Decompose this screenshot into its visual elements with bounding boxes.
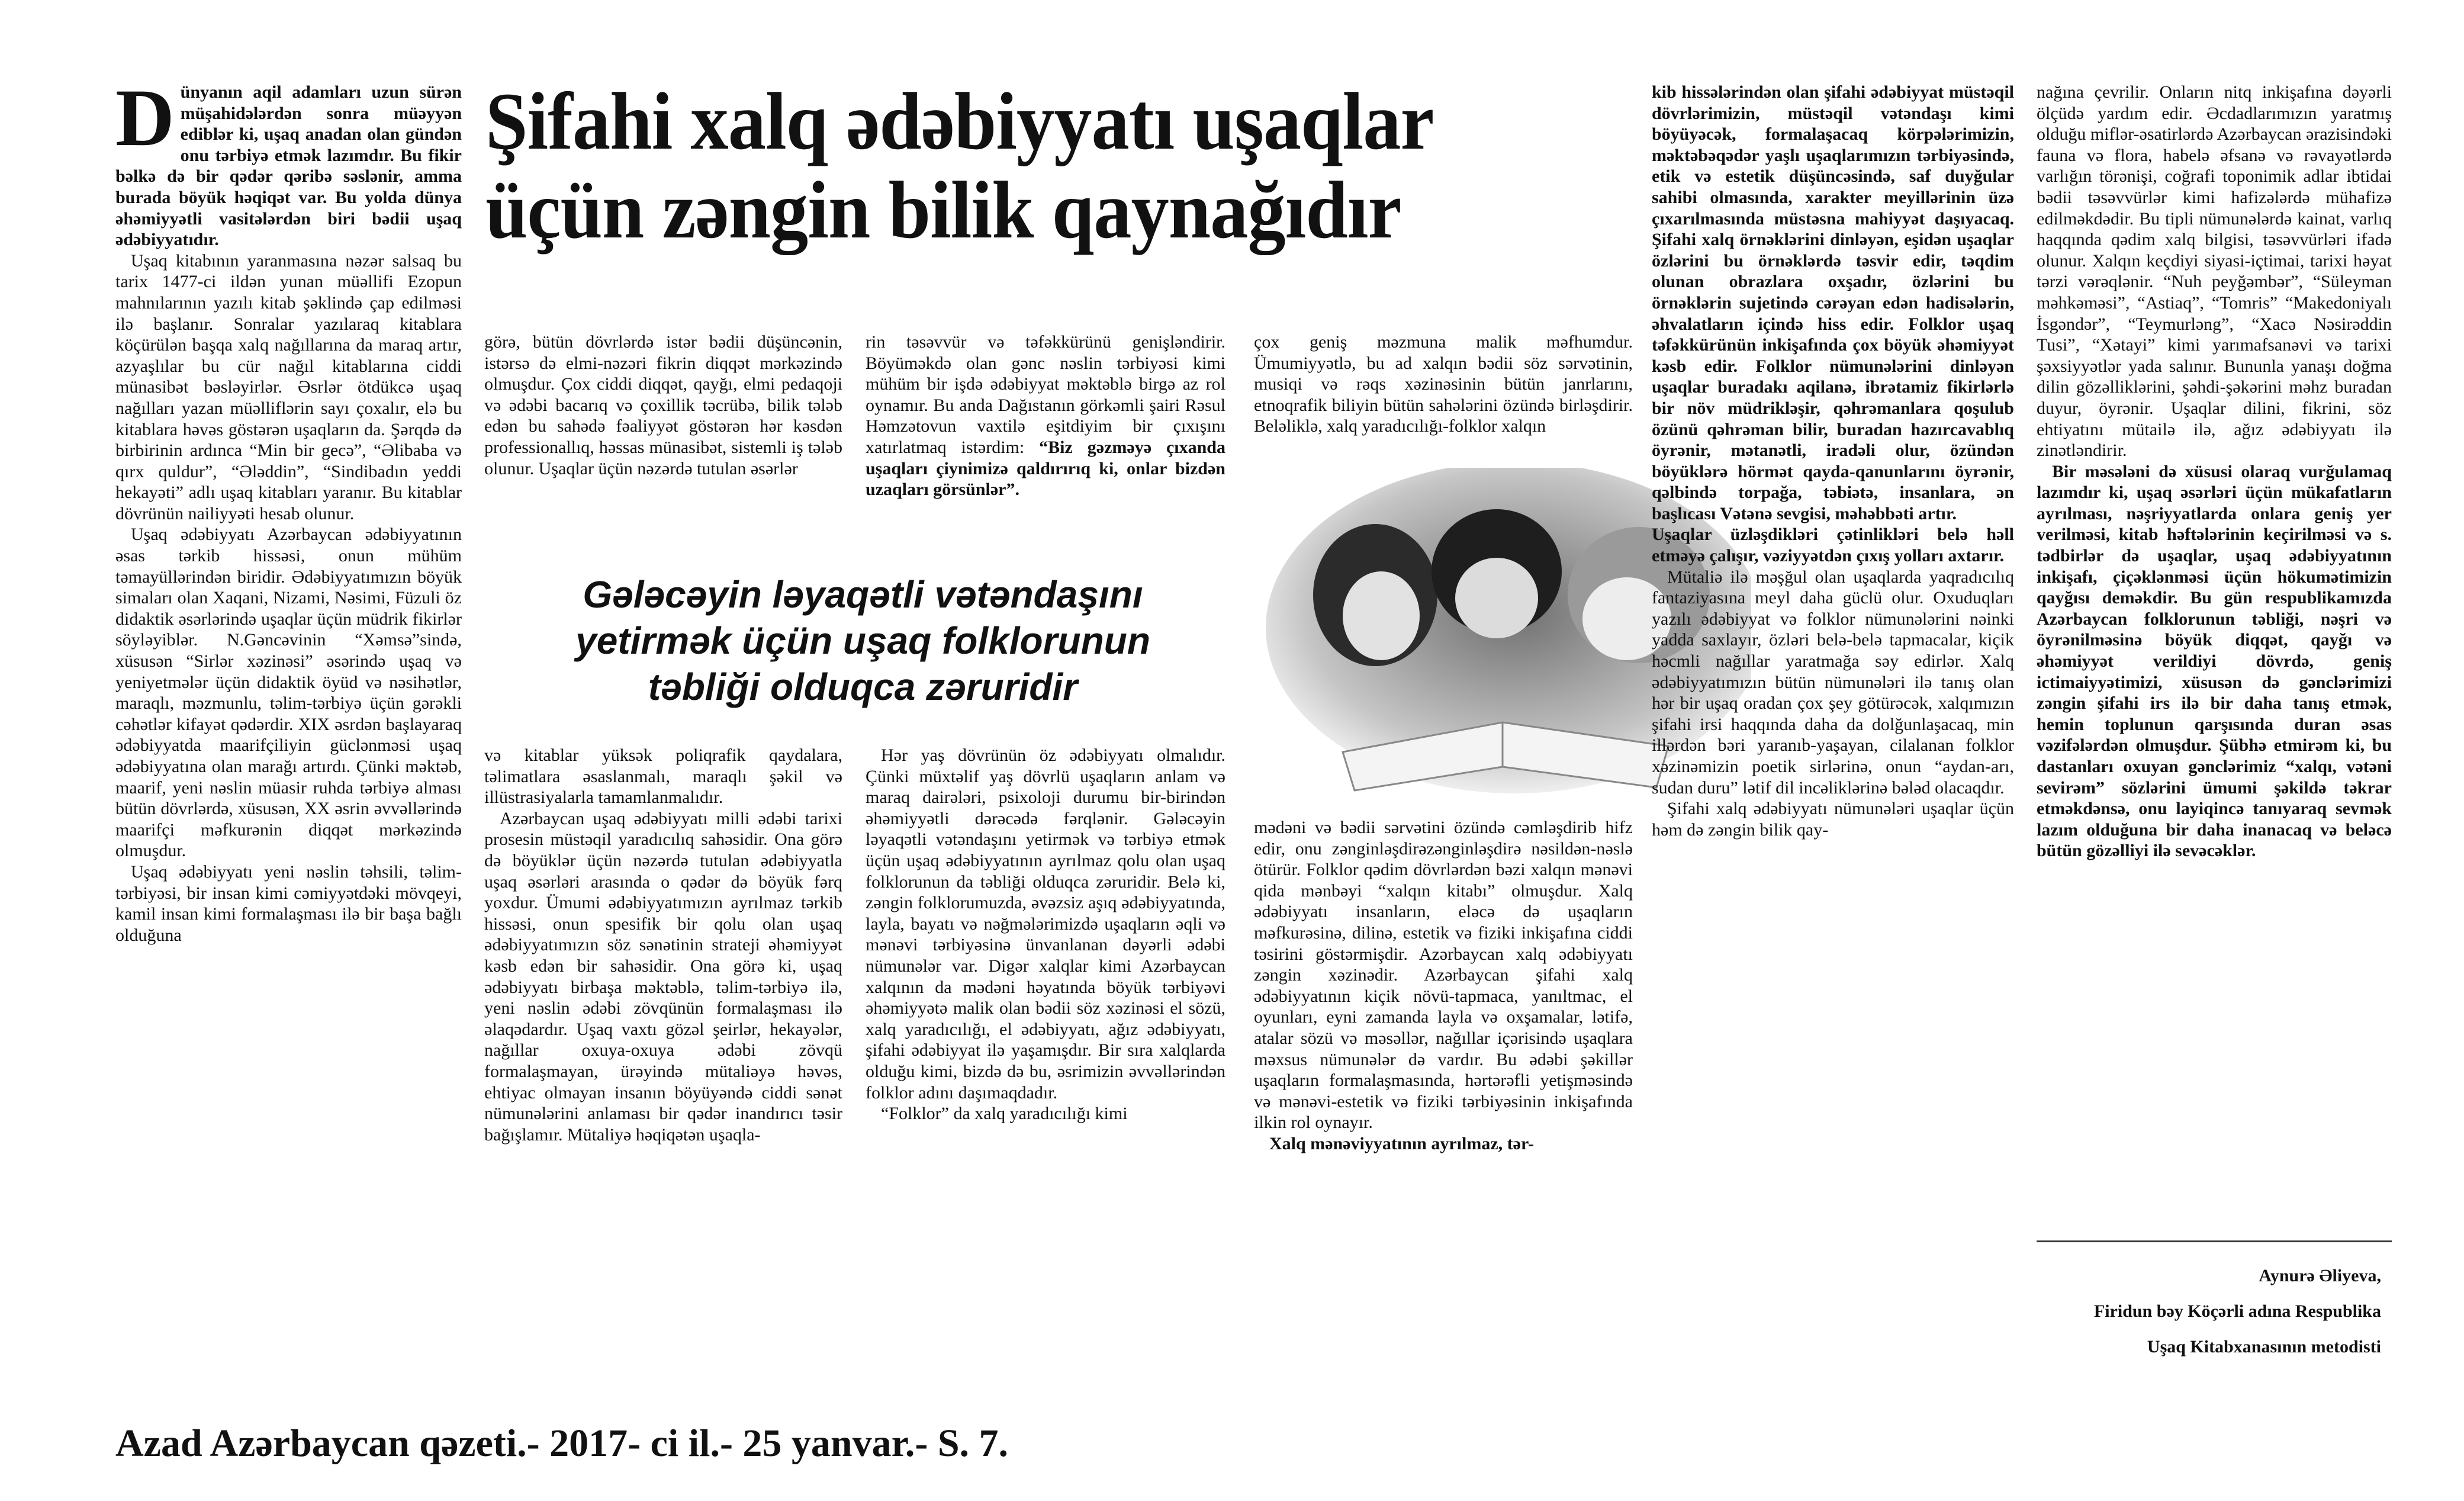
source-citation: Azad Azərbaycan qəzeti.- 2017- ci il.- 25 yanvar.- S. 7. [115,1422,1009,1465]
paragraph: görə, bütün dövrlərdə istər bədii düşüncənin, istərsə də elmi-nəzəri fikrin diqqət mərkəzində olmuşdur. Çox ciddi diqqət, qayğı, elmi pedaqoji və ədəbi bacarıq və çoxillik təcrübə, bilik tələb edən bu sahədə fəaliyyət göstərən hər kəsdən professionallıq, həssas münasibət, sistemli iş tələb olunur. Uşaqlar üçün nəzərdə tutulan əsərlər [484,332,842,478]
quote: “Biz gəzməyə çıxanda uşaqları çiynimizə qaldırırıq ki, onlar bizdən uzaqları görsünlər”. [866,437,1225,500]
dropcap: D [115,72,175,163]
paragraph: nağına çevrilir. Onların nitq inkişafına dəyərli ölçüdə yardım edir. Əcdadlarımızın yaratmış olduğu miflər-əsatirlərdə Azərbaycan ərazisindəki fauna və flora, habelə əfsanə və rəvayətlərdə varlığın törənişi, coğrafi toponimik adlar ibtidai bədii təsəvvürlər kimi hafizələrdə mühafizə edilməkdədir. Bu tipli nümunələrdə kainat, varlıq haqqında qədim xalq bilgisi, təsəvvürləri ifadə olunur. Xalqın keçdiyi siyasi-içtimai, tarixi həyat tərzi vərəqlənir. “Nuh peyğəmbər”, “Süleyman məhkəməsi”, “Astiaq”, “Tomris” “Makedoniyalı İsgəndər”, “Teymurləng”, “Xacə Nəsirəddin Tusi”, “Xətayi” kimi yarımafsanəvi və tarixi şəxsiyyətlər yada salınır. Bununla yanaşı doğma dilin gözəlliklərini, şəhdi-şəkərini məhz buradan duyur, öyrənir. Uşaqlar dilini, fikrini, söz ehtiyatını mütailə ilə, ağız ədəbiyyatı ilə zinətləndirir. [2037,82,2392,461]
paragraph: Hər yaş dövrünün öz ədəbiyyatı olmalıdır. Çünki müxtəlif yaş dövrlü uşaqların anlam və maraq dairələri, psixoloji durumu bir-birindən əhəmiyyətli dərəcədə fərqlənir. Gələcəyin ləyaqətli vətəndaşını yetirmək və tərbiyə etmək üçün uşaq ədəbiyyatının ayrılmaz qolu olan uşaq folklorunun da təbliği olduqca zəruridir. Belə ki, zəngin folklorumuzda, əvəzsiz aşıq ədəbiyyatında, layla, bayatı və nəğmələrimizdə uşaqların əqli və mənəvi tərbiyəsinə ünvanlanan dəyərli ədəbi nümunələr var. Digər xalqlar kimi Azərbaycan xalqının da mədəni həyatında böyük tərbiyəvi əhəmiyyətə malik olan bədii söz xəzinəsi el sözü, xalq yaradıcılığı, el ədəbiyyatı, ağız ədəbiyyatı, şifahi ədəbiyyat ilə yaşamışdır. Bir sıra xalqlarda olduğu kimi, bizdə də bu, əsrimizin əvvəllərindən folklor adını daşımaqdadır. [866,745,1225,1103]
paragraph: və kitablar yüksək poliqrafik qaydalara, təlimatlara əsaslanmalı, maraqlı şəkil və illüstrasiyalarla tamamlanmalıdır. [484,745,842,808]
child-face-2 [1455,558,1538,638]
paragraph: Uşaq ədəbiyyatı Azərbaycan ədəbiyyatının əsas tərkib hissəsi, onun mühüm təmayüllərindən biridir. Ədəbiyyatımızın böyük simaları olan Xaqani, Nizami, Nəsimi, Füzuli öz didaktik əsərlərində uşaqlar üçün müdrik fikirlər söyləyiblər. N.Gəncəvinin “Xəmsə”sində, xüsusən “Sirlər xəzinəsi” əsərində uşaq və yeniyetmələr üçün didaktik öyüd və nəsihətlər, maraqlı, məzmunlu, təlim-tərbiyə üçün gərəkli cəhətlər kifayət qədərdir. XIX əsrdən başlayaraq ədəbiyyatda maarifçiliyin güclənməsi uşaq ədəbiyyatına olan marağı artırdı. Çünki məktəb, maarif, yeni nəslin müasir ruhda tərbiyə alması bütün dövrlərdə, xüsusən, XX əsrin əvvəllərində maarifçi məfkurənin diqqət mərkəzində olmuşdur. [115,525,462,861]
column-4-bottom [1254,817,1633,1155]
column-2-bottom [484,745,842,1145]
column-1 [115,72,462,946]
column-6 [2037,82,2392,862]
paragraph: mədəni və bədii sərvətini özündə cəmləşdirib hifz edir, onu zənginləşdirəzənginləşdirə nəsildən-nəslə ötürür. Folklor qədim dövrlərdən bəzi xalqın mənəvi qida mənbəyi “xalqın kitabı” olmuşdur. Xalq ədəbiyyatı insanların, eləcə də uşaqların məfkurəsinə, dilinə, estetik və fiziki inkişafına ciddi təsirini göstərmişdir. Azərbaycan xalq ədəbiyyatı zəngin xəzinədir. Azərbaycan şifahi xalq ədəbiyyatının kiçik növü-tapmaca, yanıltmac, el oyunları, eyni zamanda layla və oxşamalar, lətifə, atalar sözü və məsəllər, nağıllar içərisində uşaqlara məxsus nümunələr də vardır. Bu ədəbi şəkillər uşaqların formalaşmasında, hərtərəfli yetişməsində və mənəvi-estetik və fiziki tərbiyəsinin inkişafında ilkin rol oynayır. [1254,818,1633,1133]
paragraph: Uşaq ədəbiyyatı yeni nəslin təhsili, təlim-tərbiyəsi, bir insan kimi cəmiyyətdəki mövqeyi, kamil insan kimi formalaşması ilə bir başa bağlı olduğuna [115,862,462,945]
article-title-line-2: üçün zəngin bilik qaynağıdır [485,165,1401,255]
paragraph: çox geniş məzmuna malik məfhumdur. Ümumiyyətlə, bu ad xalqın bədii söz sərvətinin, musiqi və rəqs xəzinəsinin bütün janrlarını, etnoqrafik biliyin bütün sahələrini özündə birləşdirir. Beləliklə, xalq yaradıcılığı-folklor xalqın [1254,332,1633,436]
paragraph: Uşaq kitabının yaranmasına nəzər salsaq bu tarix 1477-ci ildən yunan müəllifi Ezopun mahnılarının yazılı kitab şəklində çap edilməsi ilə başlanır. Sonralar yazılaraq kitablara köçürülən başqa xalq nağıllarına da maraq artır, azyaşlılar bu cür nağıl kitablarına ciddi münasibət bəsləyirlər. Əsrlər ötdükcə uşaq nağılları yazan müəlliflərin sayı çoxalır, elə bu kitablara həvəs göstərən uşaqların da. Şərqdə də birbirinin ardınca “Min bir gecə”, “Əlibaba və qırx quldur”, “Ələddin”, “Sindibadın yeddi hekayəti” adlı uşaq kitabları yaranır. Bu kitablar dövrünün nailiyyəti hesab olunur. [115,250,462,523]
paragraph: Şifahi xalq ədəbiyyatı nümunələri uşaqlar üçün həm də zəngin bilik qay- [1652,799,2014,840]
column-4-top [1254,332,1633,437]
author-org-line-1: Firidun bəy Köçərli adına Respublika [2093,1301,2381,1321]
author-org-line-2: Uşaq Kitabxanasının metodisti [2147,1337,2381,1357]
author-signature [2094,1258,2381,1365]
column-2-top [484,332,842,479]
column-5 [1652,82,2014,840]
paragraph-bold: Uşaqlar üzləşdikləri çətinlikləri belə həll etməyə çalışır, vəziyyətdən çıxış yolları axtarır. [1652,525,2014,566]
subtitle-line-1: Gələcəyin ləyaqətli vətəndaşını [583,573,1143,616]
column-3-bottom [866,745,1225,1124]
paragraph [866,332,1225,500]
paragraph-bold: Xalq mənəviyyatının ayrılmaz, tər- [1269,1133,1535,1153]
article-subtitle [485,571,1240,710]
paragraph: “Folklor” da xalq yaradıcılığı kimi [881,1104,1128,1124]
subtitle-line-3: təbliği olduqca zəruridir [648,666,1078,708]
paragraph-bold: Bir məsələni də xüsusi olaraq vurğulamaq lazımdır ki, uşaq əsərləri üçün mükafatların ayrılması, nəşriyyatlarda onlara geniş yer verilməsi, kitab həftələrinin keçirilməsi və s. tədbirlər də uşaqlar, uşaq ədəbiyyatının inkişafı, çiçəklənməsi üçün hökumətimizin qayğısı deməkdir. Bu gün respublikamızda Azərbaycan folklorunun təbliği, nəşri və öyrənilməsinə böyük diqqət, qayğı və əhəmiyyət verildiyi dövrdə, geniş ictimaiyyətimizi, xüsusən də gənclərimizi zəngin şifahi irs ilə bir daha tanış etmək, hemin toplunun qarşısında duran əsas vəzifələrdən olmuşdur. Şübhə etmirəm ki, bu dastanları oxuyan gənclərimiz “xalqı, vətəni sevirəm” sözlərini ümumi şəkildə təkrar etməkdənsə, onu layiqincə tanıyaraq sevmək lazım olduğuna bir daha inanacaq və beləcə bütün gözəlliyi ilə sevəcəklər. [2037,461,2392,861]
author-name: Aynurə Əliyeva, [2259,1266,2381,1285]
paragraph-bold: kib hissələrindən olan şifahi ədəbiyyat müstəqil dövrlərimizin, müstəqil vətəndaşı kimi böyüyəcək, formalaşacaq körpələrimizin, məktəbəqədər yaşlı uşaqlarımızın tərbiyəsində, etik və estetik düşüncəsində, saf duyğular sahibi olmasında, xarakter meyillərinin üzə çıxarılmasında müstəsna mahiyyət daşıyacaq. Şifahi xalq örnəklərini dinləyən, eşidən uşaqlar özlərini bu örnəklərdə təsvir edir, təqdim olunan obrazlara oxşadır, özlərini bu örnəklərin sujetində cərəyan edən hadisələrin, əhvalatların içində hiss edir. Folklor uşaq təfəkkürünün inkişafında çox böyük əhəmiyyət kəsb edir. Folklor nümunələrini dinləyən uşaqlar buradakı aqilanə, ibrətamiz fikirlərlə bir növ müdrikləşir, qəhrəmanlara qoşulub özünü qəhrəman bilir, buradan hazırcavablıq öyrənir, mətanətli, iradəli olur, özündən böyüklərə hörmət qayda-qanunlarını öyrənir, qəlbində torpağa, təbiətə, insanlara, ən başlıcası Vətənə sevgisi, məhəbbəti artır. [1652,82,2014,523]
paragraph-text: rin təsəvvür və təfəkkürünü genişləndirir. Böyüməkdə olan gənc nəslin tərbiyəsi kimi mühüm bir işdə ədəbiyyat məktəblə birgə az rol oynamır. Bu anda Dağıstanın görkəmli şairi Rəsul Həmzətovun vaxtilə eşitdiyim bir çıxışını xatırlatmaq istərdim: [866,332,1225,457]
intro-paragraph [115,72,462,250]
column-3-top [866,332,1225,500]
article-title [485,77,1532,255]
subtitle-line-2: yetirmək üçün uşaq folklorunun [575,619,1150,662]
signature-divider [2037,1240,2392,1242]
intro-text: ünyanın aqil adamları uzun sürən müşahidələrdən sonra müəyyən ediblər ki, uşaq anadan olan gündən onu tərbiyə etmək lazımdır. Bu fikir bəlkə də bir qədər qəribə səslənir, amma burada böyük həqiqət var. Bu yolda dünya əhəmiyyətli vasitələrdən biri bədii uşaq ədəbiyyatıdır. [115,82,462,250]
paragraph: Mütaliə ilə məşğul olan uşaqlarda yaqradıcılıq fantaziyasına meyl daha güclü olur. Oxuduqları yazılı ədəbiyyat və folklor nümunələrini nəinki yadda saxlayır, özləri belə-belə tapmacalar, kiçik həcmli nağıllar yaratmağa səy edirlər. Xalq ədəbiyyatımızın bütün nümunələri ilə tanış olan hər bir uşaq oradan çox şey götürəcək, xalqımızın şifahi irsi haqqında daha da dolğunlaşacaq, min illərdən bəri yaranıb-yaşayan, cilalanan folklor xəzinəmizin poetik sirlərinə, onun “aydan-arı, sudan duru” lətif dil incəliklərinə bələd olacaqdır. [1652,567,2014,798]
child-face-1 [1343,571,1420,660]
article-title-line-1: Şifahi xalq ədəbiyyatı uşaqlar [485,76,1434,166]
paragraph: Azərbaycan uşaq ədəbiyyatı milli ədəbi tarixi prosesin müstəqil yaradıcılıq sahəsidir. Ona görə də böyüklər üçün nəzərdə tutulan ədəbiyyatla uşaq əsərləri arasında o qədər də böyük fərq yoxdur. Ümumi ədəbiyyatımızın ayrılmaz tərkib hissəsi, onun spesifik bir qolu olan uşaq ədəbiyyatımızın söz sənətinin strateji əhəmiyyət kəsb edən bir sahəsidir. Ona görə ki, uşaq ədəbiyyatı birbaşa məktəblə, təlim-tərbiyə ilə, yeni nəslin ədəbi zövqünün formalaşması ilə əlaqədardır. Uşaq vaxtı gözəl şeirlər, hekayələr, nağıllar oxuya-oxuya ədəbi zövqü formalaşmayan, ürəyində mütaliəyə həvəs, ehtiyac olmayan insanın böyüyəndə ciddi sənət nümunələrini anlaması bir qədər inandırıcı təsir bağışlamır. Mütaliyə həqiqətən uşaqla- [484,808,842,1145]
